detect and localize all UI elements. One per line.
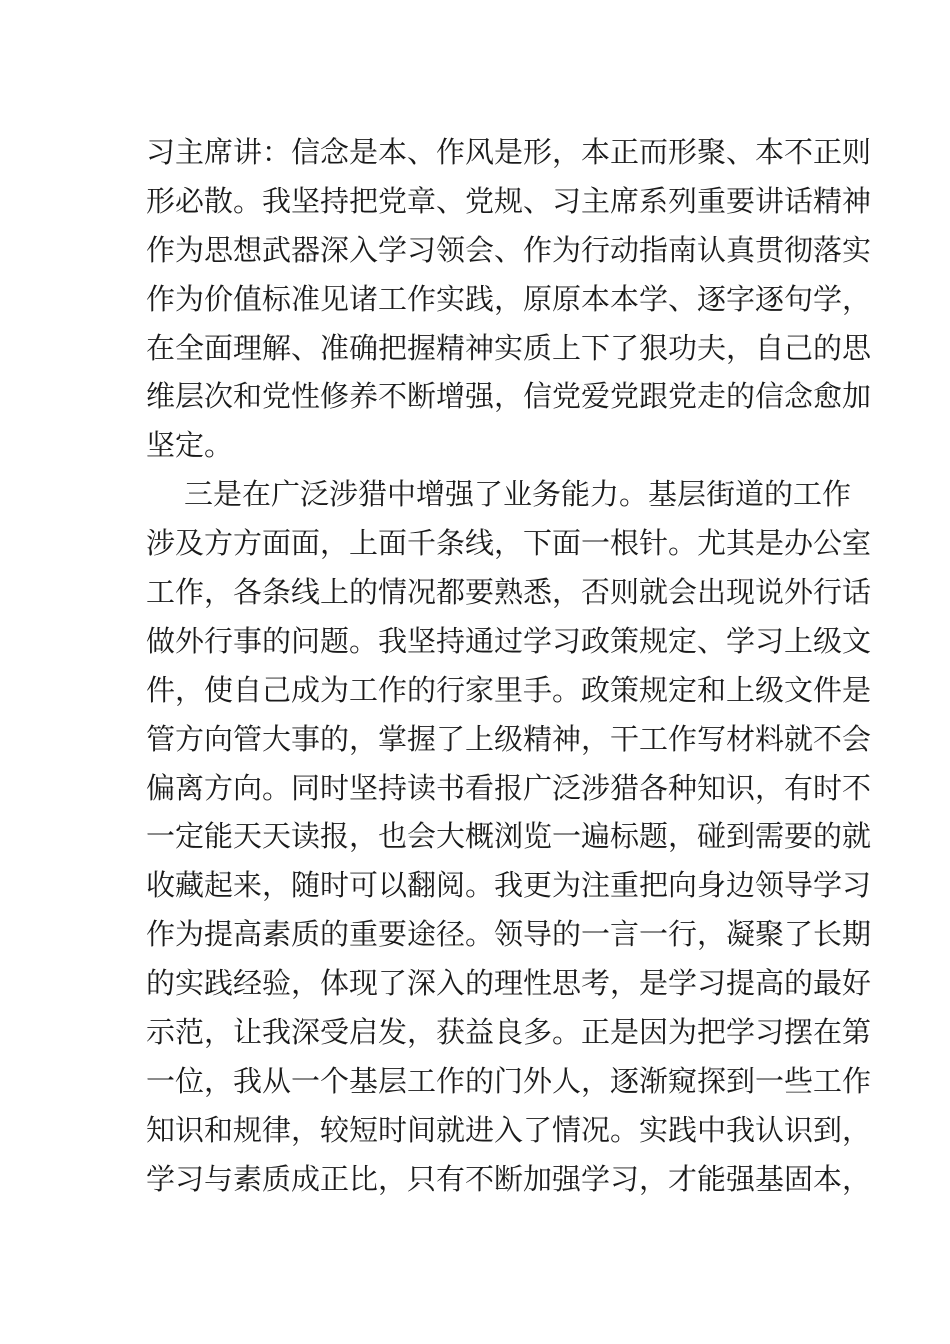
text-line: 示范，让我深受启发，获益良多。正是因为把学习摆在第 — [146, 1015, 872, 1050]
text-line: 作为提高素质的重要途径。领导的一言一行，凝聚了长期 — [146, 917, 872, 952]
text-line: 偏离方向。同时坚持读书看报广泛涉猎各种知识，有时不 — [146, 770, 872, 805]
text-line: 工作，各条线上的情况都要熟悉，否则就会出现说外行话 — [146, 575, 872, 610]
text-line: 形必散。我坚持把党章、党规、习主席系列重要讲话精神 — [146, 183, 872, 218]
text-line: 作为价值标准见诸工作实践，原原本本学、逐字逐句学， — [146, 281, 872, 316]
text-line: 的实践经验，体现了深入的理性思考，是学习提高的最好 — [146, 966, 872, 1001]
text-line: 件，使自己成为工作的行家里手。政策规定和上级文件是 — [146, 672, 872, 707]
text-line: 维层次和党性修养不断增强，信党爱党跟党走的信念愈加 — [146, 379, 872, 414]
text-line: 管方向管大事的，掌握了上级精神，干工作写材料就不会 — [146, 721, 872, 756]
text-line: 收藏起来，随时可以翻阅。我更为注重把向身边领导学习 — [146, 868, 872, 903]
paragraph-start-line: 三是在广泛涉猎中增强了业务能力。基层街道的工作 — [184, 477, 852, 512]
text-line: 做外行事的问题。我坚持通过学习政策规定、学习上级文 — [146, 623, 872, 658]
paragraph-end-line: 坚定。 — [146, 428, 234, 463]
text-line: 一位，我从一个基层工作的门外人，逐渐窥探到一些工作 — [146, 1063, 872, 1098]
text-line: 一定能天天读报，也会大概浏览一遍标题，碰到需要的就 — [146, 819, 872, 854]
text-line: 知识和规律，较短时间就进入了情况。实践中我认识到， — [146, 1112, 872, 1147]
body-text — [146, 128, 872, 1204]
text-line: 习主席讲：信念是本、作风是形，本正而形聚、本不正则 — [146, 135, 872, 169]
text-line: 涉及方方面面，上面千条线，下面一根针。尤其是办公室 — [146, 526, 872, 561]
text-line: 学习与素质成正比，只有不断加强学习，才能强基固本， — [146, 1161, 872, 1196]
text-line: 作为思想武器深入学习领会、作为行动指南认真贯彻落实 — [146, 232, 872, 267]
text-line: 在全面理解、准确把握精神实质上下了狠功夫，自己的思 — [146, 330, 872, 365]
